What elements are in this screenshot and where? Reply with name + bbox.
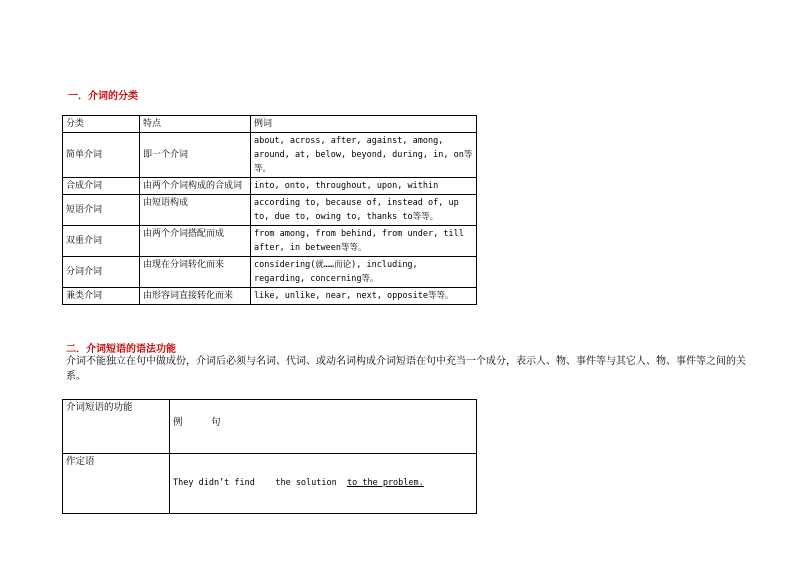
table-header-row (63, 400, 477, 454)
header-feature: 特点 (140, 116, 251, 133)
row-examples: from among, from behind, from under, till after, in between等等。 (251, 226, 477, 257)
row-feature: 由短语构成 (140, 195, 251, 226)
example-plain-text: They didn’t find the solution (173, 478, 347, 488)
row-feature: 由形容词直接转化而来 (140, 288, 251, 305)
row-category: 分词介词 (63, 257, 140, 288)
table-row (63, 226, 477, 257)
header-function: 介词短语的功能 (63, 400, 170, 454)
table-row (63, 454, 477, 514)
section1-heading: 一．介词的分类 (68, 91, 138, 102)
table-row (63, 257, 477, 288)
row-category: 合成介词 (63, 178, 140, 195)
row-example-sentence (170, 454, 477, 514)
row-feature: 由现在分词转化而来 (140, 257, 251, 288)
table-row (63, 195, 477, 226)
example-underlined-phrase: to the problem. (347, 478, 424, 488)
table-row (63, 288, 477, 305)
row-function: 作定语 (63, 454, 170, 514)
row-examples: considering(就……而论), including, regarding, concerning等。 (251, 257, 477, 288)
row-examples: like, unlike, near, next, opposite等等。 (251, 288, 477, 305)
row-category: 短语介词 (63, 195, 140, 226)
preposition-classification-table (62, 115, 477, 305)
row-feature: 即一个介词 (140, 133, 251, 178)
row-examples: according to, because of, instead of, up to, due to, owing to, thanks to等等。 (251, 195, 477, 226)
row-feature: 由两个介词搭配而成 (140, 226, 251, 257)
header-example-sentence: 例 句 (170, 400, 477, 454)
prepositional-phrase-function-table (62, 399, 477, 514)
section2-paragraph: 介词不能独立在句中做成份，介词后必须与名词、代词、或动名词构成介词短语在句中充当一个成分，表示人、物、事件等与其它人、物、事件等之间的关系。 (66, 356, 746, 382)
section2-heading: 二．介词短语的语法功能 (66, 344, 176, 355)
header-category: 分类 (63, 116, 140, 133)
row-category: 简单介词 (63, 133, 140, 178)
row-feature: 由两个介词构成的合成词 (140, 178, 251, 195)
row-examples: about, across, after, against, among, around, at, below, beyond, during, in, on等等。 (251, 133, 477, 178)
row-examples: into, onto, throughout, upon, within (251, 178, 477, 195)
row-category: 双重介词 (63, 226, 140, 257)
table-header-row (63, 116, 477, 133)
header-examples: 例词 (251, 116, 477, 133)
row-category: 兼类介词 (63, 288, 140, 305)
table-row (63, 178, 477, 195)
table-row (63, 133, 477, 178)
